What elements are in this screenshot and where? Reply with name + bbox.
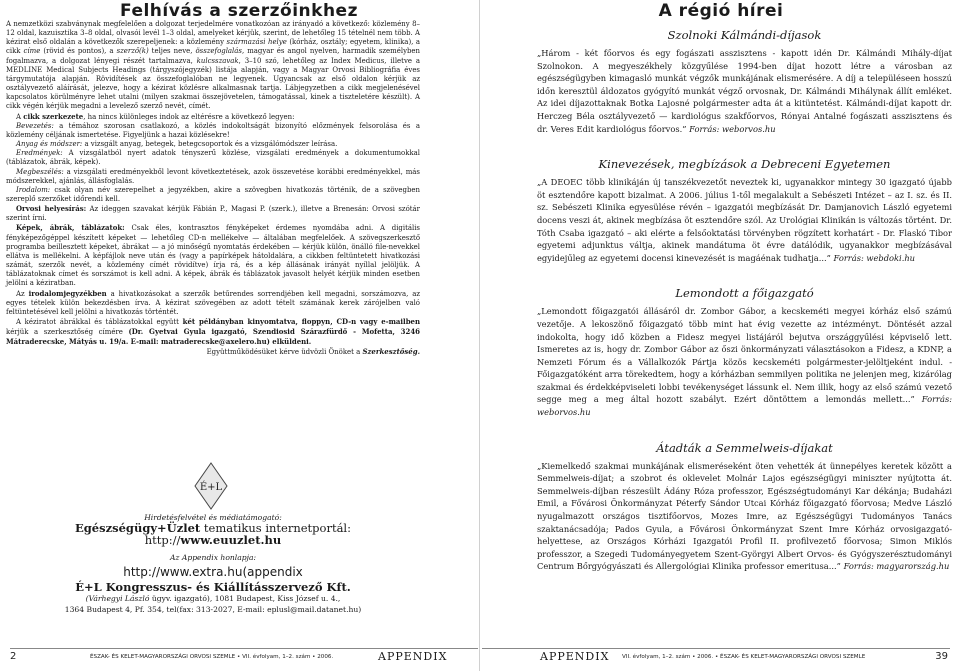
- news-source: Forrás: magyarország.hu: [843, 561, 950, 572]
- text-run: Szerkesztőség.: [362, 347, 420, 357]
- text-run: , magyar és angol nyelven, harmadik személyben fogalmazva, a dolgozat lényegi részét tartalmazva,: [6, 47, 420, 65]
- page-title: Felhívás a szerzőinkhez: [120, 1, 358, 21]
- text-run: A vizsgálatból nyert adatok tényszerű közlése, vizsgálati eredmények a dokumentumokkal (táblázatok, ábrák, képek).: [6, 149, 420, 167]
- guideline-paragraph: [6, 20, 420, 112]
- page-divider: [479, 0, 480, 671]
- footer-rule: [10, 648, 478, 649]
- text-run: kulcsszavak: [196, 56, 239, 65]
- news-source: Forrás: weborvos.hu: [689, 123, 776, 134]
- text-run: (rövid és pontos), a: [40, 47, 117, 56]
- imprint-line: 1364 Budapest 4, Pf. 354, tel(fax: 313-2027, E-mail: eplusl@mail.datanet.hu): [64, 605, 362, 615]
- author-guidelines-text: [6, 20, 420, 358]
- publisher-logo: [194, 462, 228, 510]
- imprint-line: (Várhegyi László: [85, 594, 150, 604]
- text-run: a vizsgált anyag, betegek, betegcsoportok és a vizsgálómódszer leírása.: [82, 140, 338, 149]
- guideline-paragraph: [6, 122, 420, 140]
- imprint: [6, 512, 420, 616]
- news-text: „Kiemelkedő szakmai munkájának elismeréseként öten vehették át ünnepélyes keretek között a Semmelweis-díjat; a szobrot és oklevelet Molnár Lajos egészségügyi miniszter nyújtotta át. Semmelweis-díjban részesült Ádány Róza professzor, Egészségtudományi Kar dékánja; Budaházi Emil, a Fővárosi Önkormányzat Péterfy Sándor Utcai Kórház főigazgató főorvosa; Medve László nyugalmazott országos tisztifőorvos, Mozes Imre, az Egészségügyi Tudományos Tanács szaktanácsadója; Pados Gyula, a Fővárosi Önkormányzat Szent Imre Kórház orvosigazgató-helyettese, az Országos Kórházi Igazgatói Profil II. profilvezető főorvosa; Simon Miklós professzor, a Szegedi Tudományegyetem Szent-Györgyi Albert Orvos- és Gyógyszerésztudományi Centrum Bőrgyógyászati és Allergológiai Klinika professor emeritusa...”: [537, 460, 952, 572]
- page-number: 2: [10, 651, 17, 662]
- right-footer: [482, 651, 952, 669]
- text-run: Bevezetés:: [16, 121, 54, 130]
- guideline-paragraph: [6, 289, 420, 317]
- text-run: cikk szerkezete: [23, 111, 84, 121]
- text-run: a témához szorosan csatlakozó, a közlés indokoltságát bizonyító előzmények felsorolása és a közlemény céljának ismertetése. Figyeljünk a hazai közlésekre!: [6, 121, 420, 139]
- text-run: , ha nincs különleges indok az eltérésre a következő legyen:: [83, 112, 295, 121]
- text-run: két példányban kinyomtatva, floppyn, CD-n vagy e-mailben: [182, 317, 420, 326]
- text-run: Csak éles, kontrasztos fényképeket érdemes nyomdába adni. A digitális fényképezőgéppel készített képeket — lehetőleg CD-n mellékelve — általában megfelelőek. A szövegszerkesztő programba beillesztett képeket, ábrákat — a jó minőségű nyomtatás érdekében — kérjük külön, önálló file-nevekkel ellátva is mellékelni. A képfájlok neve után és (vagy a papírképek hátoldalára, a cikkben feltüntetett hivatkozási számát, szerzők nevét, a közlemény címét rövidítve) írja rá, és a kép állásának irányát nyíllal jelöljük. A táblázatoknak címet és sorszámot is kell adni. A képek, ábrák és táblázatok javasolt helyét kérjük minden esetben jelölni a kéziratban.: [6, 224, 420, 288]
- text-run: a hivatkozásokat a szerzők betűrendes sorrendjében kell megadni, sorszámozva, az egyes tételek külön bekezdésben írva. A kézirat szövegében az adott tételt számának kerek zárójelben való feltüntetésével kell jelölni a hivatkozás történtét.: [6, 289, 420, 316]
- text-run: szerző(k): [116, 47, 149, 56]
- news-heading: Átadták a Semmelweis-díjakat: [656, 440, 833, 455]
- imprint-sponsor: Egészségügy+Üzlet: [75, 521, 201, 536]
- text-run: Az ideggen szavakat kérjük Fábián P., Magasi P. (szerk.), illetve a Brenesán: Orvosi szótár szerint írni.: [6, 205, 420, 223]
- text-run: Képek, ábrák, táblázatok:: [16, 223, 125, 233]
- news-heading: Szolnoki Kálmándi-díjasok: [667, 28, 822, 42]
- text-run: A kéziratot ábrákkal és táblázatokkal együtt: [16, 318, 183, 326]
- imprint-company: É+L Kongresszus- és Kiállításszervező Kft.: [75, 579, 351, 594]
- imprint-line: Az Appendix honlapja:: [169, 553, 257, 563]
- footer-text: ÉSZAK- ÉS KELET-MAGYARORSZÁGI ORVOSI SZEMLE • VII. évfolyam, 1–2. szám • 2006.: [90, 654, 334, 660]
- guideline-paragraph: [6, 149, 420, 167]
- text-run: , 3–10 szó, lehetőleg az Index Medicus, illetve a MEDLINE Medical Subjects Headings (tárgyszójegyzék) listája alapján, vagy a Magyar Orvosi Bibliográfia éves tárgymutatója alapján. Rövidítések az összefoglalóban ne legyenek. Ugyancsak az első oldalon kérjük az osztályvezető aláírását, jelezve, hogy a kézirat közlésre alkalmasnak tartja. Lábjegyzetben a cikk megjelenésével kapcsolatos körülményre lehet utalni (milyen szakmai összejövetelen, támogatással, kinek a tiszteletére készült). A cikk végén kérjük megadni a levelező szerző nevét, címét.: [6, 56, 420, 111]
- guideline-paragraph: [6, 112, 420, 122]
- text-run: kérjük a szerkesztőség címére: [6, 328, 129, 337]
- imprint-line: tematikus internetportál: http://: [144, 521, 351, 547]
- guideline-paragraph: [6, 317, 420, 347]
- text-run: Anyag és módszer:: [16, 140, 83, 149]
- region-news: [537, 22, 952, 573]
- guideline-paragraph: [6, 186, 420, 204]
- page-number: 39: [935, 651, 948, 662]
- news-heading: Lemondott a főigazgató: [675, 286, 814, 301]
- text-run: (kórház, osztály; egyetem, klinika), a cikk: [6, 38, 421, 56]
- guideline-paragraph: [6, 223, 420, 288]
- text-run: (Dr. Gyetvai Gyula igazgató, Szendiosid Szárazfürdő - Mofetta, 3246 Mátraderecske, Mátyás u. 19/a. E-mail: matraderecske@axelero.hu) elküldeni.: [6, 327, 420, 347]
- text-run: A: [16, 112, 24, 121]
- footer-rule: [482, 648, 950, 649]
- news-text: „A DEOEC több klinikáján új tanszékvezetőt neveztek ki, ugyanakkor mintegy 30 igazgató újabb öt esztendőre kapott bizalmat. A 2006. július 1-től megalakult a Sebészeti Intézet – az I. sz. és II. sz. Sebészeti Klinika egyesülése révén – igazgatói megbízását Dr. Damjanovich László egyetemi docens veszi át, akinek megbízása öt esztendőre szól. Az Urológiai Klinikán is változás történt. Dr. Tóth Csaba igazgató – aki elérte a felsőoktatási törvényben rögzített korhatárt - Dr. Flaskó Tibor egyetemi adjunktus váltja, akinek mandátuma öt évre datálódik, ugyanakkor megbízásával egyidejűleg az egyetemi docensi kinevezését is magáénak tudhatja...”: [537, 177, 952, 263]
- text-run: Orvosi helyesírás:: [16, 204, 87, 214]
- text-run: összefoglalás: [195, 47, 242, 56]
- sponsor-link[interactable]: www.euuzlet.hu: [180, 532, 282, 547]
- news-body: [537, 47, 952, 135]
- guideline-paragraph: [6, 347, 420, 357]
- news-source: Forrás: weborvos.hu: [537, 394, 952, 418]
- appendix-link[interactable]: http://www.extra.hu(appendix: [123, 564, 303, 579]
- text-run: irodalomjegyzékben: [28, 288, 107, 298]
- logo-text: É+L: [199, 482, 223, 493]
- text-run: a vizsgálati eredményekből levont következtetések, azok összevetése korábbi eredményekkel, más módszerekkel, ajánlás, állásfoglalás.: [6, 167, 420, 185]
- imprint-line: ügyv. igazgató), 1081 Budapest, Kiss József u. 4.,: [149, 594, 341, 604]
- news-text: „Három - két főorvos és egy fogászati asszisztens - kapott idén Dr. Kálmándi Mihály-díjat Szolnokon. A megyeszékhely közgyűlése 1994-ben díjat hozott létre a városban az egészségügyben kimagasló munkát végzők munkájának elismerésére. A díj a településeen hosszú időn keresztül áldozatos gyógyító munkát végző orvosnak, Dr. Kálmándi Mihálynak állít emléket. Az idei díjazottaknak Botka Lajosné polgármester adta át a kitüntetést. Kálmándi-díjat kapott dr. Herczeg Béla osztályvezető — kardiológus szakfőorvos, Rónyai Antalné fogászati asszisztens és dr. Veres Edit kardiológus főorvos.”: [537, 48, 952, 134]
- text-run: származási helye: [226, 38, 287, 47]
- brand-logo: APPENDIX: [540, 650, 610, 663]
- text-run: csak olyan név szerepelhet a jegyzékben, akire a szövegben hivatkozás történik, de a szövegben szereplő szerzőket időrendi kell.: [6, 185, 420, 203]
- text-run: Megbeszélés:: [16, 167, 64, 176]
- guideline-paragraph: [6, 140, 420, 149]
- guideline-paragraph: [6, 204, 420, 223]
- brand-logo: APPENDIX: [378, 650, 448, 663]
- news-body: [537, 176, 952, 264]
- news-heading: Kinevezések, megbízások a Debreceni Egyetemen: [598, 157, 891, 172]
- imprint-line: Hirdetésfelvétel és médiatámogató:: [144, 513, 282, 522]
- page-title: A régió hírei: [658, 1, 784, 21]
- text-run: Az: [16, 289, 29, 298]
- news-body: [537, 460, 952, 573]
- text-run: Irodalom:: [16, 185, 51, 194]
- text-run: címe: [23, 47, 41, 56]
- text-run: teljes neve,: [148, 47, 196, 56]
- footer-text: VII. évfolyam, 1–2. szám • 2006. • ÉSZAK- ÉS KELET-MAGYARORSZÁGI ORVOSI SZEMLE: [622, 654, 866, 660]
- news-text: „Lemondott főigazgatói állásáról dr. Zombor Gábor, a kecskeméti megyei kórház első számú vezetője. A lekoszönő főigazgató több mint hat évig vezette az intézményt. Döntését azzal indokolta, hogy idő közben a Fidesz megyei listájáról bejutva országgyűlési képviselő lett. Ismeretes az is, hogy dr. Zombor Gábor az őszi önkormányzati választásokon a Fidesz, a KDNP, a Nemzeti Fórum és a Vállalkozók Pártja közös kecskeméti polgármester-jelöltjeként indul. - Főigazgatóként arra törekedtem, hogy a kórházban semmilyen politika ne jelenjen meg, kizárólag szakmai és érdekképviseleti lobbi tevékenységet lássunk el. Nem illik, hogy az első számú vezető segge meg a meg által hozott szabályt. Ezért döntöttem a lemondás mellett...”: [537, 306, 952, 405]
- guideline-paragraph: [6, 168, 420, 186]
- news-body: [537, 305, 952, 418]
- text-run: Eredmények:: [16, 149, 63, 158]
- news-source: Forrás: webdoki.hu: [833, 252, 916, 263]
- text-run: Együttműködésüket kérve üdvözli Önöket a: [206, 348, 363, 357]
- text-run: A nemzetközi szabványnak megfelelően a dolgozat terjedelmére vonatkozóan az irányadó a következő: közlemény 8–12 oldal, kazuisztika 3–8 oldal, olvasói levél 1–3 oldal, amelyeket kérjük, szerint, de lehetőleg 15 tételnél nem több. A kézirat első oldalán a következők szerepeljenek: a közlemény: [6, 20, 420, 47]
